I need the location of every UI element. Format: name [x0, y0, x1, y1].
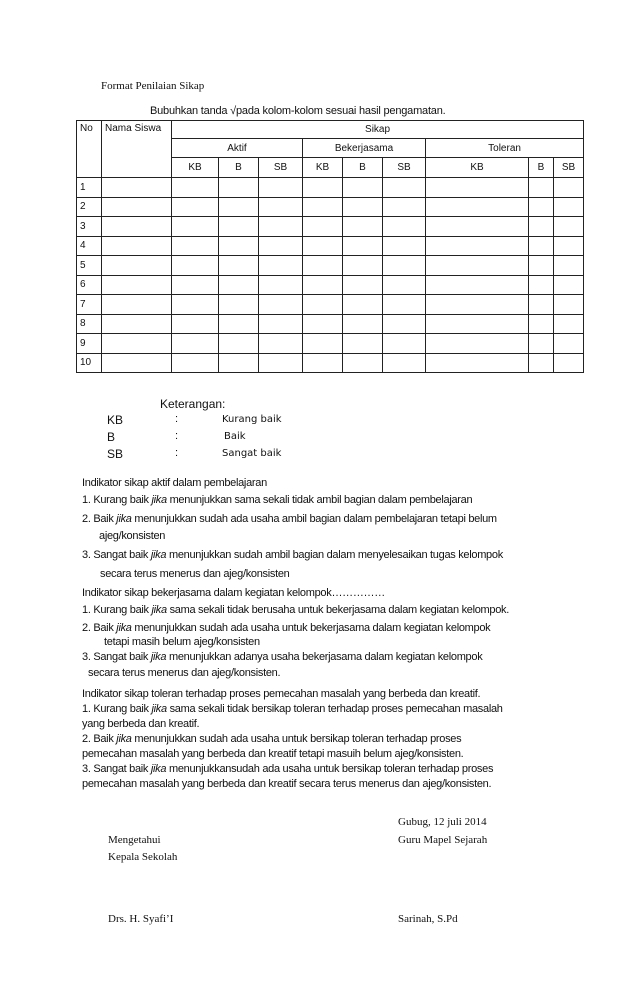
table-row [77, 334, 584, 354]
table-row [77, 295, 584, 315]
assessment-cell[interactable] [172, 236, 219, 256]
assessment-cell[interactable] [219, 295, 259, 315]
assessment-cell[interactable] [529, 314, 554, 334]
assessment-cell[interactable] [383, 334, 426, 354]
kepala-sekolah-name: Drs. H. Syafi’I [108, 913, 174, 925]
assessment-cell[interactable] [529, 353, 554, 373]
assessment-cell[interactable] [259, 334, 303, 354]
assessment-cell[interactable] [219, 314, 259, 334]
assessment-cell[interactable] [303, 314, 343, 334]
row-number: 8 [77, 314, 102, 334]
table-row [77, 314, 584, 334]
assessment-cell[interactable] [172, 217, 219, 237]
guru-role: Guru Mapel Sejarah [398, 834, 488, 846]
assessment-cell[interactable] [554, 275, 584, 295]
row-number: 7 [77, 295, 102, 315]
row-number: 3 [77, 217, 102, 237]
assessment-cell[interactable] [343, 295, 383, 315]
header-nama-siswa: Nama Siswa [102, 121, 172, 178]
table-row [77, 256, 584, 276]
assessment-cell[interactable] [219, 178, 259, 198]
table-row [77, 217, 584, 237]
assessment-cell[interactable] [529, 256, 554, 276]
mengetahui-label: Mengetahui [108, 834, 161, 846]
assessment-cell[interactable] [529, 236, 554, 256]
level-header: SB [383, 158, 426, 178]
keterangan-code: B [107, 430, 116, 444]
assessment-cell[interactable] [343, 314, 383, 334]
toleran-item-3-cont: pemecahan masalah yang berbeda dan kreatif secara terus menerus dan ajeg/konsisten. [82, 778, 492, 790]
assessment-cell[interactable] [303, 236, 343, 256]
assessment-cell[interactable] [303, 256, 343, 276]
assessment-cell[interactable] [554, 217, 584, 237]
row-number: 5 [77, 256, 102, 276]
assessment-cell[interactable] [219, 236, 259, 256]
toleran-item-2-cont: pemecahan masalah yang berbeda dan kreatif tetapi masuih belum ajeg/konsisten. [82, 748, 464, 760]
assessment-cell[interactable] [259, 197, 303, 217]
kerjasama-item-2-cont: tetapi masih belum ajeg/konsisten [104, 636, 260, 648]
assessment-cell[interactable] [343, 178, 383, 198]
aktif-item-3: 3. Sangat baik jika menunjukkan sudah ambil bagian dalam menyelesaikan tugas kelompok [82, 549, 503, 561]
assessment-cell[interactable] [303, 217, 343, 237]
assessment-cell[interactable] [383, 217, 426, 237]
level-header: SB [259, 158, 303, 178]
assessment-cell[interactable] [383, 314, 426, 334]
table-row [77, 197, 584, 217]
assessment-cell[interactable] [303, 197, 343, 217]
student-name-cell[interactable] [102, 275, 172, 295]
assessment-cell[interactable] [383, 197, 426, 217]
assessment-cell[interactable] [554, 295, 584, 315]
aktif-item-2-cont: ajeg/konsisten [99, 530, 166, 542]
assessment-cell[interactable] [343, 217, 383, 237]
row-number: 2 [77, 197, 102, 217]
toleran-item-3: 3. Sangat baik jika menunjukkansudah ada usaha untuk bersikap toleran terhadap proses [82, 763, 494, 775]
assessment-cell[interactable] [172, 295, 219, 315]
assessment-cell[interactable] [529, 295, 554, 315]
row-number: 10 [77, 353, 102, 373]
assessment-cell[interactable] [426, 217, 529, 237]
assessment-cell[interactable] [303, 353, 343, 373]
student-name-cell[interactable] [102, 178, 172, 198]
student-name-cell[interactable] [102, 236, 172, 256]
level-header: KB [426, 158, 529, 178]
kepala-sekolah-label: Kepala Sekolah [108, 851, 178, 863]
assessment-cell[interactable] [219, 353, 259, 373]
student-name-cell[interactable] [102, 353, 172, 373]
assessment-cell[interactable] [426, 353, 529, 373]
assessment-cell[interactable] [172, 314, 219, 334]
aktif-item-1: 1. Kurang baik jika menunjukkan sama sekali tidak ambil bagian dalam pembelajaran [82, 494, 473, 506]
assessment-cell[interactable] [554, 236, 584, 256]
level-header: SB [554, 158, 584, 178]
assessment-cell[interactable] [343, 197, 383, 217]
student-name-cell[interactable] [102, 197, 172, 217]
table-row [77, 236, 584, 256]
header-bekerjasama: Bekerjasama [303, 139, 426, 158]
aktif-item-3-cont: secara terus menerus dan ajeg/konsisten [100, 568, 290, 580]
assessment-cell[interactable] [554, 197, 584, 217]
assessment-cell[interactable] [172, 197, 219, 217]
assessment-cell[interactable] [172, 353, 219, 373]
assessment-cell[interactable] [529, 334, 554, 354]
aktif-item-2: 2. Baik jika menunjukkan sudah ada usaha ambil bagian dalam pembelajaran tetapi belum [82, 513, 497, 525]
assessment-cell[interactable] [303, 295, 343, 315]
keterangan-code: SB [107, 447, 124, 461]
assessment-cell[interactable] [259, 217, 303, 237]
assessment-cell[interactable] [172, 256, 219, 276]
assessment-cell[interactable] [554, 256, 584, 276]
toleran-item-2: 2. Baik jika menunjukkan sudah ada usaha untuk bersikap toleran terhadap proses [82, 733, 462, 745]
toleran-title: Indikator sikap toleran terhadap proses pemecahan masalah yang berbeda dan kreatif. [82, 688, 481, 700]
page-title: Format Penilaian Sikap [101, 80, 205, 92]
header-sikap: Sikap [172, 121, 584, 139]
assessment-cell[interactable] [259, 314, 303, 334]
assessment-cell[interactable] [259, 275, 303, 295]
assessment-cell[interactable] [426, 314, 529, 334]
keterangan-colon: : [175, 413, 179, 425]
assessment-cell[interactable] [426, 236, 529, 256]
keterangan-desc: Kurang baik [222, 414, 282, 425]
sikap-table [76, 120, 584, 373]
assessment-cell[interactable] [426, 197, 529, 217]
place-date: Gubug, 12 juli 2014 [398, 816, 487, 828]
assessment-cell[interactable] [529, 275, 554, 295]
header-aktif: Aktif [172, 139, 303, 158]
assessment-cell[interactable] [172, 275, 219, 295]
student-name-cell[interactable] [102, 334, 172, 354]
assessment-cell[interactable] [219, 275, 259, 295]
row-number: 1 [77, 178, 102, 198]
level-header: B [219, 158, 259, 178]
assessment-cell[interactable] [303, 275, 343, 295]
assessment-cell[interactable] [343, 334, 383, 354]
toleran-item-1: 1. Kurang baik jika sama sekali tidak bersikap toleran terhadap proses pemecahan masalah [82, 703, 503, 715]
student-name-cell[interactable] [102, 217, 172, 237]
assessment-cell[interactable] [219, 334, 259, 354]
assessment-cell[interactable] [259, 178, 303, 198]
row-number: 4 [77, 236, 102, 256]
instruction-text: Bubuhkan tanda √pada kolom-kolom sesuai hasil pengamatan. [150, 105, 446, 117]
assessment-cell[interactable] [259, 353, 303, 373]
student-name-cell[interactable] [102, 256, 172, 276]
assessment-cell[interactable] [426, 178, 529, 198]
table-row [77, 353, 584, 373]
keterangan-code: KB [107, 413, 124, 427]
assessment-cell[interactable] [529, 197, 554, 217]
assessment-cell[interactable] [426, 256, 529, 276]
assessment-cell[interactable] [259, 295, 303, 315]
kerjasama-item-3-cont: secara terus menerus dan ajeg/konsisten. [88, 667, 281, 679]
assessment-cell[interactable] [383, 295, 426, 315]
level-header: KB [303, 158, 343, 178]
kerjasama-item-2: 2. Baik jika menunjukkan sudah ada usaha untuk bekerjasama dalam kegiatan kelompok [82, 622, 491, 634]
assessment-cell[interactable] [259, 236, 303, 256]
assessment-cell[interactable] [383, 256, 426, 276]
assessment-cell[interactable] [529, 217, 554, 237]
table-row [77, 178, 584, 198]
level-header: B [343, 158, 383, 178]
assessment-cell[interactable] [172, 334, 219, 354]
student-name-cell[interactable] [102, 295, 172, 315]
assessment-cell[interactable] [259, 256, 303, 276]
assessment-cell[interactable] [426, 334, 529, 354]
assessment-cell[interactable] [554, 353, 584, 373]
keterangan-desc: Baik [224, 431, 246, 442]
header-toleran: Toleran [426, 139, 584, 158]
assessment-cell[interactable] [303, 178, 343, 198]
kerjasama-item-1: 1. Kurang baik jika sama sekali tidak berusaha untuk bekerjasama dalam kegiatan kelompok. [82, 604, 510, 616]
level-header: B [529, 158, 554, 178]
table-row [77, 275, 584, 295]
keterangan-desc: Sangat baik [222, 448, 282, 459]
assessment-cell[interactable] [554, 178, 584, 198]
aktif-title: Indikator sikap aktif dalam pembelajaran [82, 477, 267, 489]
header-no: No [77, 121, 102, 178]
assessment-cell[interactable] [383, 275, 426, 295]
assessment-cell[interactable] [343, 353, 383, 373]
assessment-cell[interactable] [303, 334, 343, 354]
assessment-cell[interactable] [554, 334, 584, 354]
assessment-cell[interactable] [383, 178, 426, 198]
assessment-cell[interactable] [172, 178, 219, 198]
student-name-cell[interactable] [102, 314, 172, 334]
keterangan-colon: : [175, 430, 179, 442]
keterangan-label: Keterangan: [160, 397, 226, 411]
keterangan-colon: : [175, 447, 179, 459]
assessment-cell[interactable] [426, 275, 529, 295]
assessment-cell[interactable] [343, 275, 383, 295]
assessment-cell[interactable] [554, 314, 584, 334]
assessment-cell[interactable] [383, 236, 426, 256]
assessment-cell[interactable] [219, 217, 259, 237]
toleran-item-1-cont: yang berbeda dan kreatif. [82, 718, 200, 730]
assessment-cell[interactable] [219, 256, 259, 276]
kerjasama-title: Indikator sikap bekerjasama dalam kegiatan kelompok…………… [82, 587, 385, 599]
assessment-cell[interactable] [529, 178, 554, 198]
guru-name: Sarinah, S.Pd [398, 913, 458, 925]
kerjasama-item-3: 3. Sangat baik jika menunjukkan adanya usaha bekerjasama dalam kegiatan kelompok [82, 651, 483, 663]
assessment-cell[interactable] [343, 256, 383, 276]
row-number: 9 [77, 334, 102, 354]
level-header: KB [172, 158, 219, 178]
assessment-cell[interactable] [343, 236, 383, 256]
row-number: 6 [77, 275, 102, 295]
assessment-cell[interactable] [383, 353, 426, 373]
assessment-cell[interactable] [219, 197, 259, 217]
assessment-cell[interactable] [426, 295, 529, 315]
